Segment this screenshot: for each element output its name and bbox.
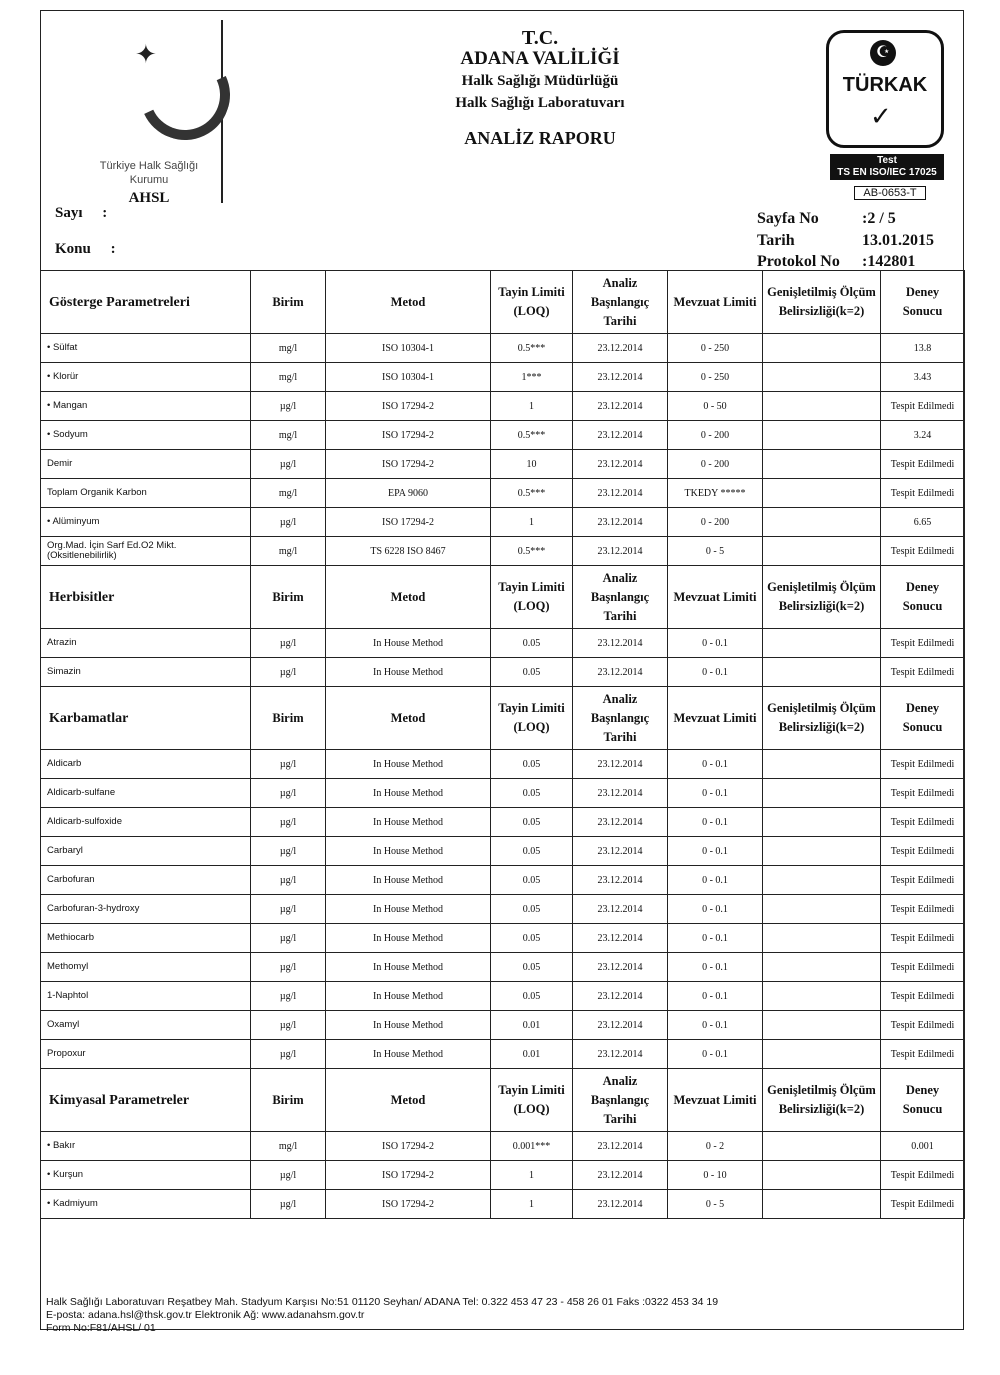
cell-method: In House Method (326, 1011, 491, 1040)
parameter-name: Methomyl (41, 953, 251, 982)
cell-limit: 0 - 0.1 (668, 779, 763, 808)
cell-result: 13.8 (881, 334, 965, 363)
cell-unit: µg/l (251, 982, 326, 1011)
cell-limit: 0 - 0.1 (668, 1040, 763, 1069)
cell-limit: 0 - 5 (668, 537, 763, 566)
cell-unit: µg/l (251, 450, 326, 479)
cell-limit: 0 - 0.1 (668, 1011, 763, 1040)
parameter-name: Propoxur (41, 1040, 251, 1069)
cell-method: ISO 17294-2 (326, 421, 491, 450)
cell-uncertainty (763, 924, 881, 953)
cell-date: 23.12.2014 (573, 982, 668, 1011)
column-header-birim: Birim (251, 1069, 326, 1132)
column-header-metod: Metod (326, 1069, 491, 1132)
konu-field (55, 241, 116, 258)
section-header-row (41, 271, 965, 334)
cell-method: In House Method (326, 658, 491, 687)
cell-method: In House Method (326, 1040, 491, 1069)
section-header-row (41, 566, 965, 629)
column-header-sonuc: Deney Sonucu (881, 1069, 965, 1132)
column-header-metod: Metod (326, 566, 491, 629)
cell-uncertainty (763, 1132, 881, 1161)
cell-limit: 0 - 200 (668, 508, 763, 537)
cell-uncertainty (763, 421, 881, 450)
table-row (41, 1161, 965, 1190)
cell-date: 23.12.2014 (573, 808, 668, 837)
cell-date: 23.12.2014 (573, 953, 668, 982)
cell-loq: 1 (491, 508, 573, 537)
header-governorship: ADANA VALİLİĞİ (460, 48, 620, 69)
table-row (41, 508, 965, 537)
column-header-mevzuat: Mevzuat Limiti (668, 1069, 763, 1132)
cell-result: Tespit Edilmedi (881, 779, 965, 808)
table-row (41, 1190, 965, 1219)
star-icon: ✦ (135, 40, 157, 69)
cell-method: ISO 10304-1 (326, 363, 491, 392)
column-header-analiz: Analiz Başnlangıç Tarihi (573, 271, 668, 334)
column-header-tayin: Tayin Limiti (LOQ) (491, 566, 573, 629)
table-row (41, 953, 965, 982)
cell-unit: µg/l (251, 629, 326, 658)
cell-unit: µg/l (251, 953, 326, 982)
parameter-name: Toplam Organik Karbon (41, 479, 251, 508)
cell-loq: 0.5*** (491, 537, 573, 566)
sayi-field (55, 205, 107, 222)
cell-result: Tespit Edilmedi (881, 479, 965, 508)
cell-uncertainty (763, 450, 881, 479)
parameter-name: Carbofuran-3-hydroxy (41, 895, 251, 924)
cell-unit: µg/l (251, 808, 326, 837)
table-row (41, 1132, 965, 1161)
table-row (41, 866, 965, 895)
cell-result: Tespit Edilmedi (881, 658, 965, 687)
cell-uncertainty (763, 750, 881, 779)
cell-loq: 0.05 (491, 953, 573, 982)
cell-loq: 0.05 (491, 658, 573, 687)
cell-date: 23.12.2014 (573, 866, 668, 895)
cell-loq: 0.01 (491, 1011, 573, 1040)
parameter-name: Org.Mad. İçin Sarf Ed.O2 Mikt.(Oksitlenebilirlik) (41, 537, 251, 566)
parameter-name: • Sülfat (41, 334, 251, 363)
cell-uncertainty (763, 808, 881, 837)
cell-date: 23.12.2014 (573, 837, 668, 866)
table-row (41, 479, 965, 508)
cell-loq: 0.05 (491, 866, 573, 895)
cell-limit: 0 - 0.1 (668, 866, 763, 895)
cell-date: 23.12.2014 (573, 924, 668, 953)
cell-method: ISO 17294-2 (326, 508, 491, 537)
cell-result: Tespit Edilmedi (881, 895, 965, 924)
tarih-value: 13.01.2015 (862, 232, 934, 249)
cell-date: 23.12.2014 (573, 363, 668, 392)
table-row (41, 1011, 965, 1040)
cell-uncertainty (763, 953, 881, 982)
cell-date: 23.12.2014 (573, 537, 668, 566)
cell-loq: 1 (491, 1190, 573, 1219)
cell-unit: µg/l (251, 658, 326, 687)
cell-unit: µg/l (251, 895, 326, 924)
cell-result: Tespit Edilmedi (881, 808, 965, 837)
cell-unit: µg/l (251, 866, 326, 895)
cell-method: In House Method (326, 953, 491, 982)
column-header-belirsizlik: Genişletilmiş Ölçüm Belirsizliği(k=2) (763, 687, 881, 750)
parameter-name: Aldicarb (41, 750, 251, 779)
cell-uncertainty (763, 1190, 881, 1219)
cell-loq: 0.01 (491, 1040, 573, 1069)
cell-date: 23.12.2014 (573, 1040, 668, 1069)
cell-result: Tespit Edilmedi (881, 953, 965, 982)
table-row (41, 334, 965, 363)
cell-date: 23.12.2014 (573, 392, 668, 421)
cell-uncertainty (763, 1040, 881, 1069)
cell-limit: 0 - 0.1 (668, 837, 763, 866)
parameter-name: Atrazin (41, 629, 251, 658)
cell-loq: 0.05 (491, 895, 573, 924)
sayfa-value: :2 / 5 (862, 210, 896, 227)
cell-uncertainty (763, 537, 881, 566)
cell-uncertainty (763, 982, 881, 1011)
cell-loq: 0.5*** (491, 421, 573, 450)
cell-result: 3.43 (881, 363, 965, 392)
column-header-belirsizlik: Genişletilmiş Ölçüm Belirsizliği(k=2) (763, 271, 881, 334)
cell-method: ISO 17294-2 (326, 450, 491, 479)
table-row (41, 808, 965, 837)
section-title: Herbisitler (41, 566, 251, 629)
table-row (41, 537, 965, 566)
table-row (41, 450, 965, 479)
cell-uncertainty (763, 334, 881, 363)
table-row (41, 658, 965, 687)
column-header-metod: Metod (326, 271, 491, 334)
sayi-label: Sayı (55, 205, 83, 221)
cell-date: 23.12.2014 (573, 1011, 668, 1040)
cell-method: In House Method (326, 808, 491, 837)
cell-loq: 0.05 (491, 837, 573, 866)
cell-limit: 0 - 0.1 (668, 953, 763, 982)
tarih-label: Tarih (757, 232, 795, 249)
table-row (41, 1040, 965, 1069)
column-header-sonuc: Deney Sonucu (881, 687, 965, 750)
cell-date: 23.12.2014 (573, 779, 668, 808)
column-header-tayin: Tayin Limiti (LOQ) (491, 1069, 573, 1132)
cell-uncertainty (763, 1011, 881, 1040)
cell-loq: 0.5*** (491, 479, 573, 508)
cell-loq: 0.001*** (491, 1132, 573, 1161)
cell-loq: 10 (491, 450, 573, 479)
cell-method: TS 6228 ISO 8467 (326, 537, 491, 566)
cell-result: Tespit Edilmedi (881, 750, 965, 779)
footer-contact: E-posta: adana.hsl@thsk.gov.tr Elektronik Ağ: www.adanahsm.gov.tr (46, 1309, 365, 1321)
table-row (41, 421, 965, 450)
header-tc: T.C. (521, 27, 559, 49)
cell-uncertainty (763, 866, 881, 895)
cell-unit: µg/l (251, 1161, 326, 1190)
cell-date: 23.12.2014 (573, 1161, 668, 1190)
cell-limit: 0 - 0.1 (668, 808, 763, 837)
turkak-code: AB-0653-T (854, 186, 926, 200)
cell-result: Tespit Edilmedi (881, 450, 965, 479)
parameter-name: Demir (41, 450, 251, 479)
cell-loq: 1 (491, 392, 573, 421)
cell-unit: mg/l (251, 1132, 326, 1161)
cell-method: In House Method (326, 895, 491, 924)
cell-loq: 0.05 (491, 750, 573, 779)
cell-loq: 0.05 (491, 982, 573, 1011)
cell-result: Tespit Edilmedi (881, 866, 965, 895)
cell-loq: 1*** (491, 363, 573, 392)
cell-method: In House Method (326, 924, 491, 953)
cell-unit: mg/l (251, 363, 326, 392)
cell-method: ISO 17294-2 (326, 1161, 491, 1190)
section-title: Gösterge Parametreleri (41, 271, 251, 334)
table-row (41, 392, 965, 421)
cell-loq: 1 (491, 1161, 573, 1190)
report-header (380, 28, 700, 149)
parameter-name: Methiocarb (41, 924, 251, 953)
column-header-birim: Birim (251, 687, 326, 750)
logo-org-line1: Türkiye Halk Sağlığı (99, 160, 199, 172)
cell-result: Tespit Edilmedi (881, 982, 965, 1011)
cell-date: 23.12.2014 (573, 658, 668, 687)
column-header-analiz: Analiz Başnlangıç Tarihi (573, 1069, 668, 1132)
cell-uncertainty (763, 363, 881, 392)
column-header-analiz: Analiz Başnlangıç Tarihi (573, 566, 668, 629)
cell-date: 23.12.2014 (573, 334, 668, 363)
cell-result: Tespit Edilmedi (881, 537, 965, 566)
table-row (41, 750, 965, 779)
cell-limit: 0 - 200 (668, 421, 763, 450)
cell-limit: 0 - 250 (668, 334, 763, 363)
cell-result: Tespit Edilmedi (881, 837, 965, 866)
cell-limit: 0 - 250 (668, 363, 763, 392)
column-header-tayin: Tayin Limiti (LOQ) (491, 271, 573, 334)
column-header-metod: Metod (326, 687, 491, 750)
cell-result: Tespit Edilmedi (881, 1011, 965, 1040)
cell-uncertainty (763, 508, 881, 537)
cell-unit: mg/l (251, 334, 326, 363)
section-title: Kimyasal Parametreler (41, 1069, 251, 1132)
parameter-name: • Bakır (41, 1132, 251, 1161)
cell-limit: 0 - 0.1 (668, 658, 763, 687)
cell-unit: mg/l (251, 421, 326, 450)
section-header-row (41, 687, 965, 750)
cell-limit: 0 - 0.1 (668, 629, 763, 658)
cell-date: 23.12.2014 (573, 895, 668, 924)
cell-uncertainty (763, 779, 881, 808)
protokol-value: :142801 (862, 253, 916, 270)
cell-limit: 0 - 50 (668, 392, 763, 421)
parameter-name: • Kurşun (41, 1161, 251, 1190)
cell-loq: 0.5*** (491, 334, 573, 363)
cell-date: 23.12.2014 (573, 1190, 668, 1219)
cell-unit: µg/l (251, 779, 326, 808)
konu-label: Konu (55, 241, 91, 257)
cell-uncertainty (763, 658, 881, 687)
column-header-belirsizlik: Genişletilmiş Ölçüm Belirsizliği(k=2) (763, 566, 881, 629)
cell-limit: 0 - 10 (668, 1161, 763, 1190)
parameter-name: Aldicarb-sulfane (41, 779, 251, 808)
column-header-tayin: Tayin Limiti (LOQ) (491, 687, 573, 750)
logo-abbr: AHSL (128, 190, 170, 206)
cell-date: 23.12.2014 (573, 450, 668, 479)
parameter-name: • Kadmiyum (41, 1190, 251, 1219)
header-directorate: Halk Sağlığı Müdürlüğü (461, 73, 619, 89)
footer-form-no: Form No:F81/AHSL/ 01 (46, 1322, 156, 1334)
sayi-colon: : (102, 205, 108, 221)
cell-method: In House Method (326, 629, 491, 658)
cell-result: Tespit Edilmedi (881, 1161, 965, 1190)
parameter-name: Simazin (41, 658, 251, 687)
cell-date: 23.12.2014 (573, 1132, 668, 1161)
column-header-sonuc: Deney Sonucu (881, 566, 965, 629)
cell-unit: µg/l (251, 750, 326, 779)
cell-date: 23.12.2014 (573, 508, 668, 537)
protokol-label: Protokol No (757, 253, 840, 270)
cell-method: In House Method (326, 982, 491, 1011)
cell-limit: 0 - 5 (668, 1190, 763, 1219)
column-header-analiz: Analiz Başnlangıç Tarihi (573, 687, 668, 750)
logo-org-line2: Kurumu (129, 174, 169, 186)
checkmark-icon: ✓ (870, 102, 892, 131)
cell-limit: 0 - 2 (668, 1132, 763, 1161)
column-header-mevzuat: Mevzuat Limiti (668, 271, 763, 334)
cell-limit: TKEDY ***** (668, 479, 763, 508)
cell-result: Tespit Edilmedi (881, 1040, 965, 1069)
section-header-row (41, 1069, 965, 1132)
cell-limit: 0 - 0.1 (668, 750, 763, 779)
cell-limit: 0 - 0.1 (668, 924, 763, 953)
column-header-belirsizlik: Genişletilmiş Ölçüm Belirsizliği(k=2) (763, 1069, 881, 1132)
table-row (41, 837, 965, 866)
footer (46, 1296, 956, 1335)
cell-result: Tespit Edilmedi (881, 392, 965, 421)
cell-result: Tespit Edilmedi (881, 629, 965, 658)
table-row (41, 363, 965, 392)
cell-uncertainty (763, 1161, 881, 1190)
column-header-sonuc: Deney Sonucu (881, 271, 965, 334)
cell-unit: µg/l (251, 508, 326, 537)
table-row (41, 629, 965, 658)
table-row (41, 895, 965, 924)
cell-method: ISO 17294-2 (326, 1190, 491, 1219)
cell-unit: mg/l (251, 479, 326, 508)
column-header-mevzuat: Mevzuat Limiti (668, 687, 763, 750)
cell-date: 23.12.2014 (573, 479, 668, 508)
cell-date: 23.12.2014 (573, 421, 668, 450)
parameter-name: Carbaryl (41, 837, 251, 866)
konu-colon: : (110, 241, 116, 257)
cell-uncertainty (763, 629, 881, 658)
crescent-star-icon: ☪ (870, 40, 896, 66)
cell-date: 23.12.2014 (573, 629, 668, 658)
cell-method: ISO 17294-2 (326, 1132, 491, 1161)
cell-method: EPA 9060 (326, 479, 491, 508)
report-title: ANALİZ RAPORU (464, 128, 616, 148)
parameter-name: 1-Naphtol (41, 982, 251, 1011)
turkak-test-band (830, 154, 944, 180)
parameter-name: Oxamyl (41, 1011, 251, 1040)
parameter-name: Carbofuran (41, 866, 251, 895)
cell-method: In House Method (326, 779, 491, 808)
cell-loq: 0.05 (491, 924, 573, 953)
cell-unit: µg/l (251, 1040, 326, 1069)
cell-unit: µg/l (251, 1011, 326, 1040)
cell-unit: µg/l (251, 392, 326, 421)
cell-uncertainty (763, 392, 881, 421)
table-row (41, 924, 965, 953)
sayfa-label: Sayfa No (757, 210, 819, 227)
cell-limit: 0 - 0.1 (668, 982, 763, 1011)
cell-result: Tespit Edilmedi (881, 1190, 965, 1219)
cell-unit: mg/l (251, 537, 326, 566)
cell-result: 6.65 (881, 508, 965, 537)
cell-method: In House Method (326, 866, 491, 895)
cell-result: Tespit Edilmedi (881, 924, 965, 953)
cell-method: In House Method (326, 750, 491, 779)
cell-method: ISO 10304-1 (326, 334, 491, 363)
header-laboratory: Halk Sağlığı Laboratuvarı (455, 95, 625, 111)
cell-result: 0.001 (881, 1132, 965, 1161)
cell-loq: 0.05 (491, 629, 573, 658)
cell-result: 3.24 (881, 421, 965, 450)
footer-address: Halk Sağlığı Laboratuvarı Reşatbey Mah. Stadyum Karşısı No:51 01120 Seyhan/ ADANA Tel: 0.322 453 47 23 - 458 26 01 Faks :0322 453 34 19 (46, 1296, 719, 1308)
parameter-name: • Alüminyum (41, 508, 251, 537)
cell-uncertainty (763, 895, 881, 924)
cell-uncertainty (763, 479, 881, 508)
parameter-name: • Sodyum (41, 421, 251, 450)
cell-unit: µg/l (251, 924, 326, 953)
cell-unit: µg/l (251, 837, 326, 866)
table-row (41, 779, 965, 808)
column-header-mevzuat: Mevzuat Limiti (668, 566, 763, 629)
cell-limit: 0 - 200 (668, 450, 763, 479)
cell-method: In House Method (326, 837, 491, 866)
cell-method: ISO 17294-2 (326, 392, 491, 421)
thsk-logo (60, 20, 220, 205)
parameter-name: • Mangan (41, 392, 251, 421)
column-header-birim: Birim (251, 271, 326, 334)
section-title: Karbamatlar (41, 687, 251, 750)
cell-unit: µg/l (251, 1190, 326, 1219)
cell-loq: 0.05 (491, 808, 573, 837)
turkak-accreditation-logo (826, 30, 948, 202)
turkak-standard: TS EN ISO/IEC 17025 (837, 167, 937, 178)
analysis-table (40, 270, 965, 1219)
parameter-name: • Klorür (41, 363, 251, 392)
turkak-test-label: Test (877, 155, 897, 166)
column-header-birim: Birim (251, 566, 326, 629)
cell-limit: 0 - 0.1 (668, 895, 763, 924)
parameter-name: Aldicarb-sulfoxide (41, 808, 251, 837)
cell-uncertainty (763, 837, 881, 866)
cell-date: 23.12.2014 (573, 750, 668, 779)
table-row (41, 982, 965, 1011)
cell-loq: 0.05 (491, 779, 573, 808)
turkak-name: TÜRKAK (842, 74, 928, 96)
